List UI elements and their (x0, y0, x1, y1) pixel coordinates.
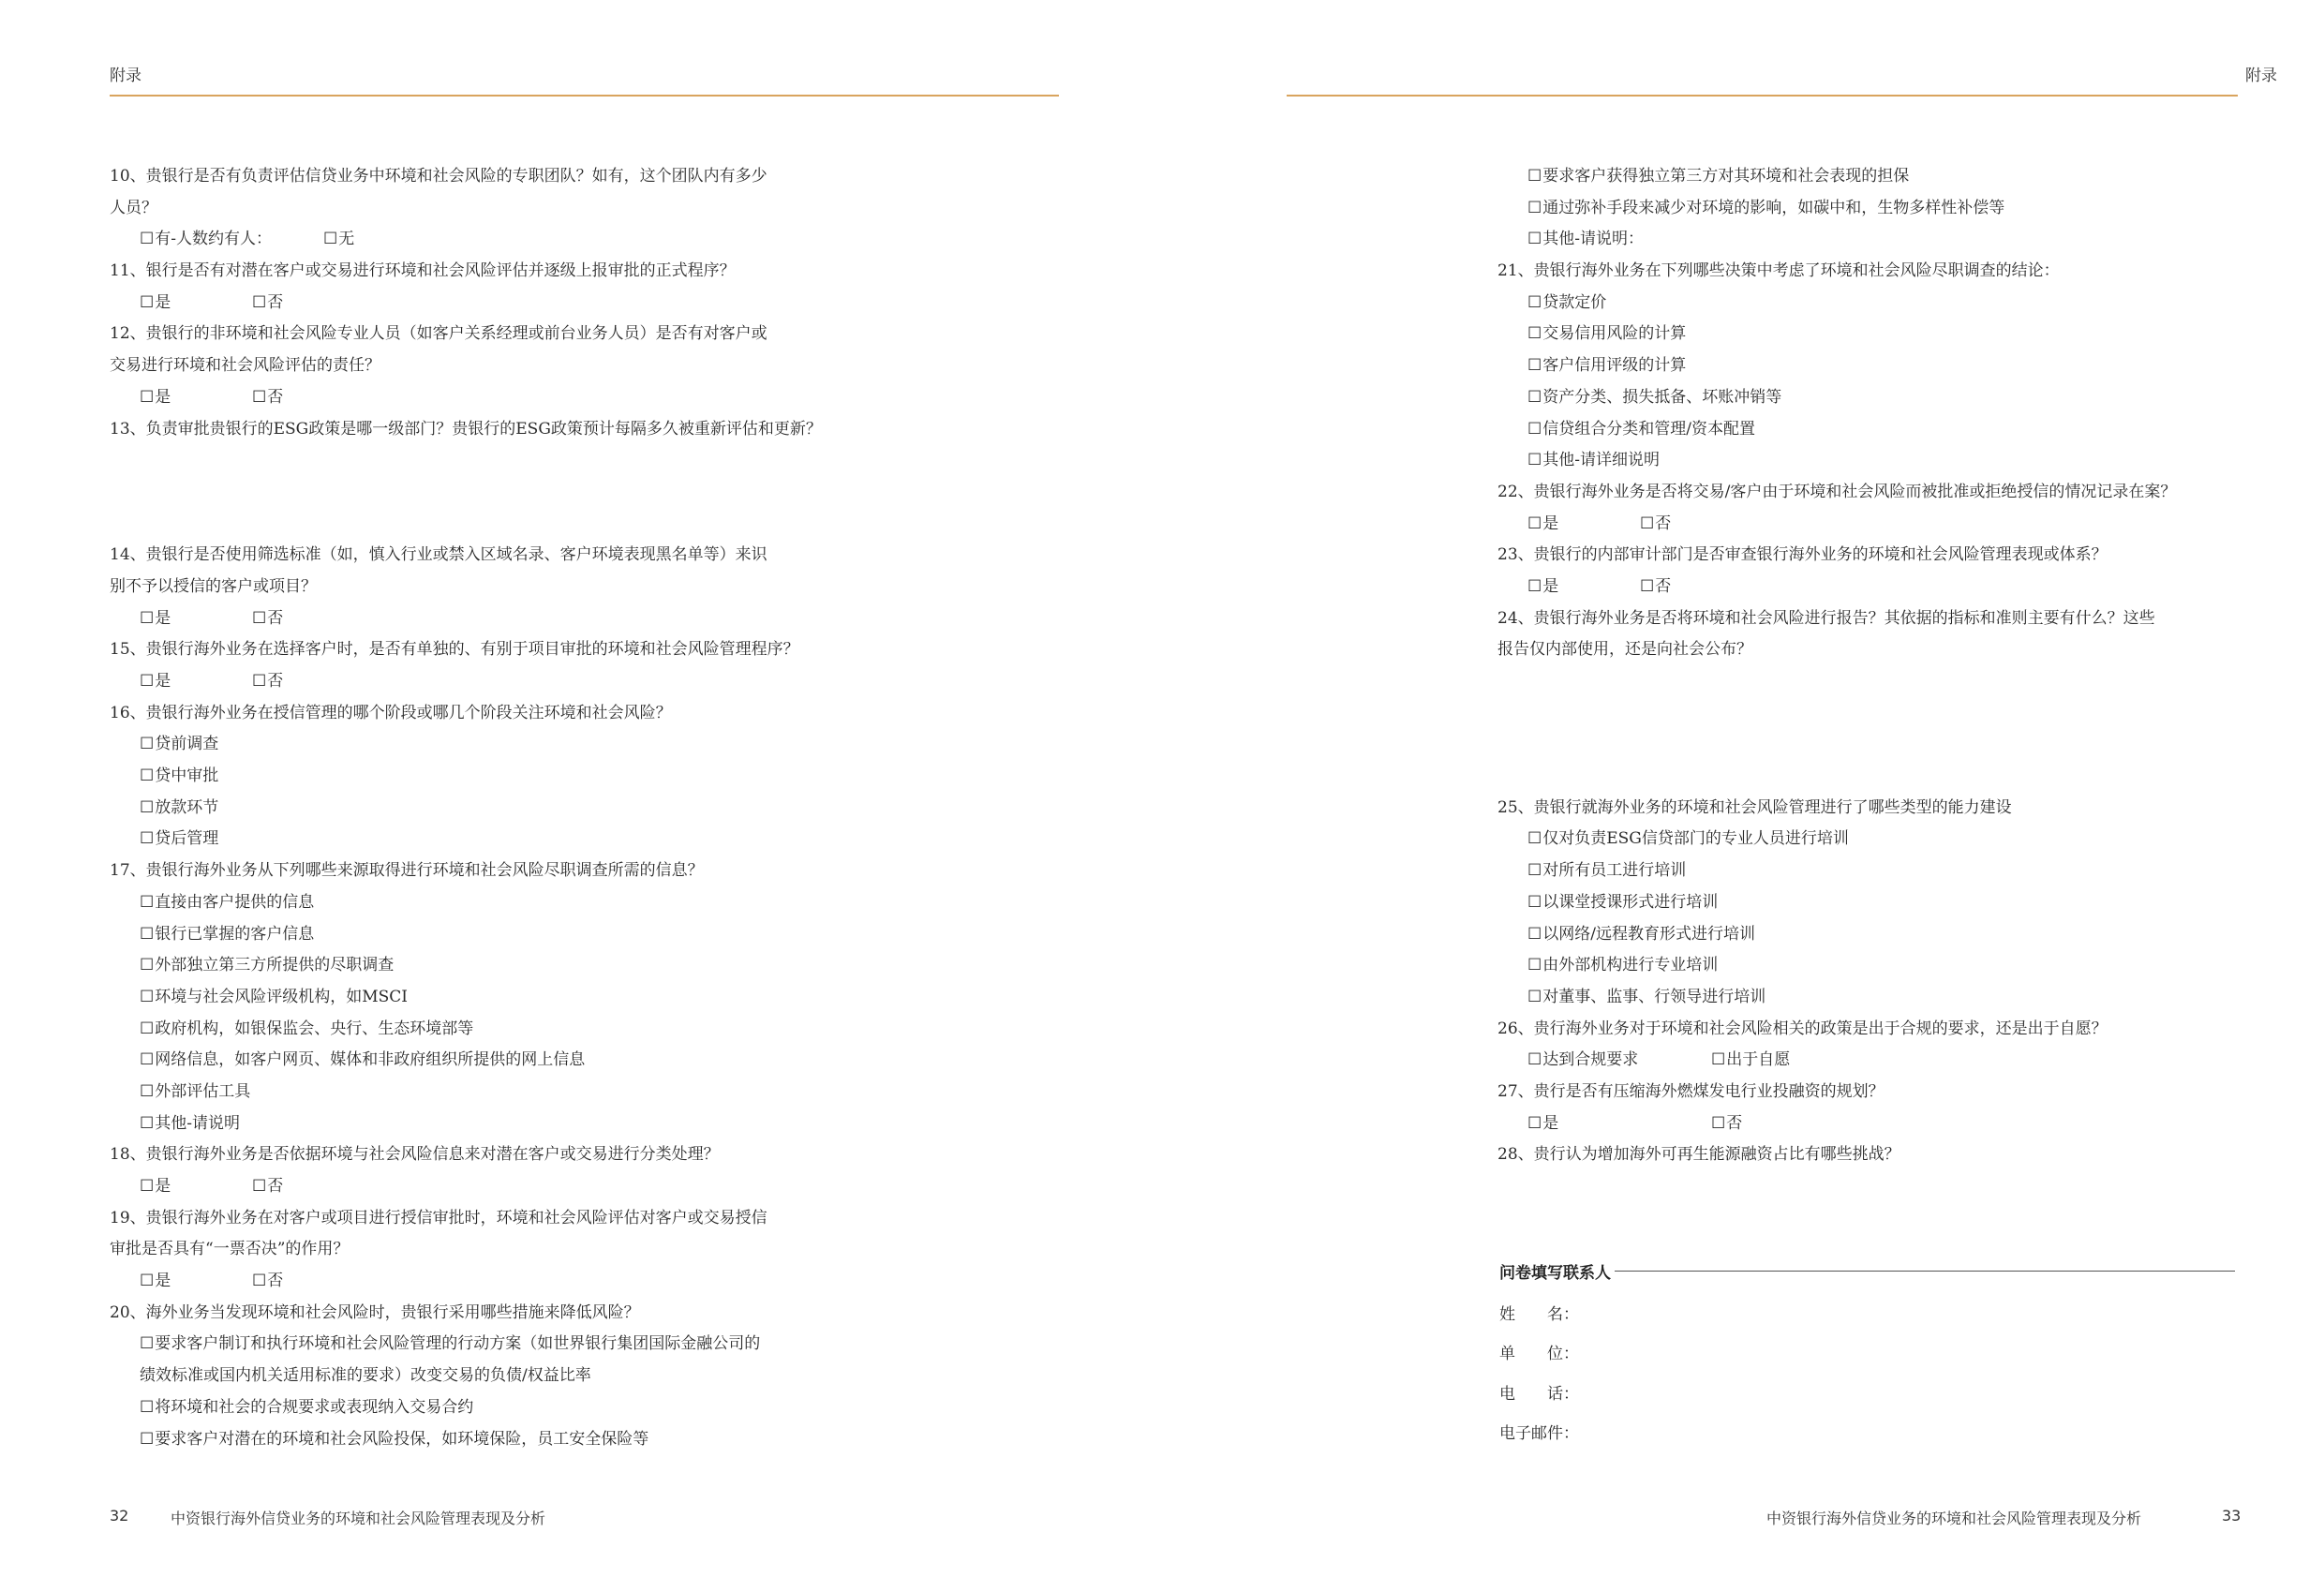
q22-option-yes[interactable]: ☐是 (1527, 513, 1559, 533)
contact-name-field[interactable]: 姓 名： (1499, 1305, 1579, 1324)
q25-option[interactable]: ☐仅对负责ESG信贷部门的专业人员进行培训 (1527, 829, 1849, 849)
q16-option[interactable]: ☐贷后管理 (140, 829, 219, 849)
q15-option-no[interactable]: ☐否 (252, 672, 284, 691)
q20-option[interactable]: ☐要求客户获得独立第三方对其环境和社会表现的担保 (1527, 167, 1910, 186)
q15-text: 15、贵银行海外业务在选择客户时，是否有单独的、有别于项目审批的环境和社会风险管理程序？ (110, 640, 799, 660)
q18-option-no[interactable]: ☐否 (252, 1177, 284, 1196)
checkbox-icon: ☐ (140, 672, 155, 691)
checkbox-icon: ☐ (140, 892, 155, 912)
q24-text-1: 24、贵银行海外业务是否将环境和社会风险进行报告？其依据的指标和准则主要有什么？这些 (1497, 608, 2155, 628)
checkbox-icon: ☐ (140, 924, 155, 944)
q23-option-no[interactable]: ☐否 (1640, 576, 1672, 596)
q26-options (1497, 1045, 2176, 1077)
q12-text-2: 交易进行环境和社会风险评估的责任？ (110, 356, 380, 376)
checkbox-icon: ☐ (1527, 513, 1542, 533)
q27-option-no[interactable]: ☐否 (1711, 1113, 1743, 1133)
checkbox-icon: ☐ (140, 292, 155, 312)
q22-options (1497, 509, 2176, 541)
q17-option[interactable]: ☐网络信息，如客户网页、媒体和非政府组织所提供的网上信息 (140, 1050, 586, 1070)
q11-options (110, 288, 822, 320)
q28-text: 28、贵行认为增加海外可再生能源融资占比有哪些挑战？ (1497, 1145, 1900, 1165)
q18-options (110, 1171, 822, 1203)
checkbox-icon: ☐ (323, 230, 338, 249)
header-rule-right (1287, 95, 2238, 97)
q21-option[interactable]: ☐资产分类、损失抵备、坏账冲销等 (1527, 387, 1782, 407)
q16-text: 16、贵银行海外业务在授信管理的哪个阶段或哪几个阶段关注环境和社会风险？ (110, 703, 672, 722)
checkbox-icon: ☐ (1527, 987, 1542, 1006)
q16-option[interactable]: ☐贷前调查 (140, 735, 219, 754)
q22-text: 22、贵银行海外业务是否将交易/客户由于环境和社会风险而被批准或拒绝授信的情况记录在案？ (1497, 482, 2177, 501)
checkbox-icon: ☐ (140, 1050, 155, 1070)
checkbox-icon: ☐ (140, 608, 155, 628)
q25-option[interactable]: ☐对董事、监事、行领导进行培训 (1527, 987, 1766, 1006)
q20-option-continued: 绩效标准或国内机关适用标准的要求）改变交易的负债/权益比率 (140, 1366, 591, 1386)
checkbox-icon: ☐ (140, 829, 155, 849)
checkbox-icon: ☐ (252, 672, 267, 691)
checkbox-icon: ☐ (1527, 356, 1542, 376)
q18-text: 18、贵银行海外业务是否依据环境与社会风险信息来对潜在客户或交易进行分类处理？ (110, 1145, 720, 1165)
q17-option[interactable]: ☐环境与社会风险评级机构，如MSCI (140, 987, 409, 1006)
q14-text-1: 14、贵银行是否使用筛选标准（如，慎入行业或禁入区域名录、客户环境表现黑名单等）来识 (110, 545, 767, 565)
right-page (1162, 0, 2324, 1577)
q27-option-yes[interactable]: ☐是 (1527, 1113, 1559, 1133)
q21-option[interactable]: ☐客户信用评级的计算 (1527, 356, 1687, 376)
q21-text: 21、贵银行海外业务在下列哪些决策中考虑了环境和社会风险尽职调查的结论： (1497, 261, 2060, 281)
q19-text-2: 审批是否具有“一票否决”的作用？ (110, 1240, 350, 1259)
page-number-left: 32 (110, 1507, 129, 1525)
checkbox-icon: ☐ (140, 987, 155, 1006)
checkbox-icon: ☐ (252, 1177, 267, 1196)
checkbox-icon: ☐ (1527, 861, 1542, 881)
checkbox-icon: ☐ (140, 1019, 155, 1038)
q19-option-no[interactable]: ☐否 (252, 1272, 284, 1291)
checkbox-icon: ☐ (140, 1429, 155, 1449)
checkbox-icon: ☐ (140, 735, 155, 754)
footer-title-right: 中资银行海外信贷业务的环境和社会风险管理表现及分析 (1766, 1510, 2142, 1527)
q21-option[interactable]: ☐信贷组合分类和管理/资本配置 (1527, 419, 1755, 439)
q17-option[interactable]: ☐其他-请说明 (140, 1113, 240, 1133)
header-rule-left (110, 95, 1059, 97)
checkbox-icon: ☐ (140, 1334, 155, 1354)
q10-options (110, 224, 822, 256)
q14-option-no[interactable]: ☐否 (252, 608, 284, 628)
q20-option[interactable]: ☐要求客户制订和执行环境和社会风险管理的行动方案（如世界银行集团国际金融公司的 (140, 1334, 761, 1354)
header-appendix-left: 附录 (110, 67, 142, 85)
q24-text-2: 报告仅内部使用，还是向社会公布？ (1497, 640, 1752, 660)
contact-phone-field[interactable]: 电 话： (1499, 1385, 1579, 1404)
checkbox-icon: ☐ (252, 608, 267, 628)
checkbox-icon: ☐ (1527, 892, 1542, 912)
checkbox-icon: ☐ (1527, 419, 1542, 439)
q23-text: 23、贵银行的内部审计部门是否审查银行海外业务的环境和社会风险管理表现或体系？ (1497, 545, 2108, 565)
q20-option[interactable]: ☐其他-请说明： (1527, 230, 1644, 249)
q25-option[interactable]: ☐由外部机构进行专业培训 (1527, 956, 1719, 975)
checkbox-icon: ☐ (1527, 292, 1542, 312)
checkbox-icon: ☐ (140, 766, 155, 786)
q10-text-2: 人员？ (110, 198, 157, 217)
q26-option-voluntary[interactable]: ☐出于自愿 (1711, 1050, 1791, 1070)
q21-option[interactable]: ☐交易信用风险的计算 (1527, 324, 1687, 344)
checkbox-icon: ☐ (140, 230, 155, 249)
q11-option-no[interactable]: ☐否 (252, 292, 284, 312)
q25-option[interactable]: ☐以网络/远程教育形式进行培训 (1527, 924, 1755, 944)
q19-options (110, 1266, 822, 1298)
checkbox-icon: ☐ (1527, 829, 1542, 849)
q19-text-1: 19、贵银行海外业务在对客户或项目进行授信审批时，环境和社会风险评估对客户或交易授信 (110, 1208, 767, 1227)
q17-option[interactable]: ☐外部评估工具 (140, 1081, 251, 1101)
checkbox-icon: ☐ (140, 797, 155, 817)
q17-option[interactable]: ☐银行已掌握的客户信息 (140, 924, 315, 944)
page-number-right: 33 (2222, 1507, 2242, 1525)
q16-option[interactable]: ☐放款环节 (140, 797, 219, 817)
checkbox-icon: ☐ (252, 292, 267, 312)
q18-option-yes[interactable]: ☐是 (140, 1177, 171, 1196)
q11-text: 11、银行是否有对潜在客户或交易进行环境和社会风险评估并逐级上报审批的正式程序？ (110, 261, 736, 281)
q25-text: 25、贵银行就海外业务的环境和社会风险管理进行了哪些类型的能力建设 (1497, 797, 2012, 817)
checkbox-icon: ☐ (1527, 230, 1542, 249)
checkbox-icon: ☐ (1711, 1050, 1726, 1070)
q12-text-1: 12、贵银行的非环境和社会风险专业人员（如客户关系经理或前台业务人员）是否有对客户或 (110, 324, 767, 344)
q15-options (110, 666, 822, 698)
checkbox-icon: ☐ (140, 1113, 155, 1133)
q17-option[interactable]: ☐外部独立第三方所提供的尽职调查 (140, 956, 395, 975)
q17-option[interactable]: ☐政府机构，如银保监会、央行、生态环境部等 (140, 1019, 474, 1038)
q25-option[interactable]: ☐以课堂授课形式进行培训 (1527, 892, 1719, 912)
q21-option[interactable]: ☐贷款定价 (1527, 292, 1607, 312)
q14-option-yes[interactable]: ☐是 (140, 608, 171, 628)
q13-text: 13、负责审批贵银行的ESG政策是哪一级部门？贵银行的ESG政策预计每隔多久被重新评估和更新？ (110, 419, 822, 439)
checkbox-icon: ☐ (1527, 167, 1542, 186)
checkbox-icon: ☐ (140, 1272, 155, 1291)
checkbox-icon: ☐ (140, 1397, 155, 1417)
q17-text: 17、贵银行海外业务从下列哪些来源取得进行环境和社会风险尽职调查所需的信息？ (110, 861, 704, 881)
checkbox-icon: ☐ (140, 956, 155, 975)
q12-option-no[interactable]: ☐否 (252, 387, 284, 407)
right-questions (1497, 161, 2176, 1171)
q12-options (110, 382, 822, 414)
header-appendix-right: 附录 (2245, 67, 2277, 85)
q12-option-yes[interactable]: ☐是 (140, 387, 171, 407)
q14-text-2: 别不予以授信的客户或项目？ (110, 576, 317, 596)
checkbox-icon: ☐ (1527, 924, 1542, 944)
q26-option-compliance[interactable]: ☐达到合规要求 (1527, 1050, 1639, 1070)
checkbox-icon: ☐ (1640, 513, 1655, 533)
q21-option[interactable]: ☐其他-请详细说明 (1527, 451, 1660, 470)
q14-options (110, 603, 822, 635)
q27-options (1497, 1108, 2176, 1140)
left-questions (110, 161, 822, 1455)
checkbox-icon: ☐ (1711, 1113, 1726, 1133)
q20-option[interactable]: ☐通过弥补手段来减少对环境的影响，如碳中和，生物多样性补偿等 (1527, 198, 2005, 217)
q27-text: 27、贵行是否有压缩海外燃煤发电行业投融资的规划？ (1497, 1081, 1885, 1101)
checkbox-icon: ☐ (252, 387, 267, 407)
q26-text: 26、贵行海外业务对于环境和社会风险相关的政策是出于合规的要求，还是出于自愿？ (1497, 1019, 2108, 1038)
footer-title-left: 中资银行海外信贷业务的环境和社会风险管理表现及分析 (171, 1510, 546, 1527)
q20-option[interactable]: ☐将环境和社会的合规要求或表现纳入交易合约 (140, 1397, 474, 1417)
q20-option[interactable]: ☐要求客户对潜在的环境和社会风险投保，如环境保险，员工安全保险等 (140, 1429, 649, 1449)
q22-option-no[interactable]: ☐否 (1640, 513, 1672, 533)
q19-option-yes[interactable]: ☐是 (140, 1272, 171, 1291)
checkbox-icon: ☐ (1527, 1050, 1542, 1070)
contact-section-title: 问卷填写联系人 (1499, 1259, 2235, 1283)
checkbox-icon: ☐ (1527, 387, 1542, 407)
q11-option-yes[interactable]: ☐是 (140, 292, 171, 312)
checkbox-icon: ☐ (1527, 576, 1542, 596)
checkbox-icon: ☐ (140, 387, 155, 407)
checkbox-icon: ☐ (140, 1081, 155, 1101)
contact-title-rule (1615, 1271, 2235, 1272)
checkbox-icon: ☐ (1527, 1113, 1542, 1133)
q10-option-yes[interactable]: ☐有-人数约有人： (140, 230, 272, 249)
checkbox-icon: ☐ (1527, 451, 1542, 470)
q10-text-1: 10、贵银行是否有负责评估信贷业务中环境和社会风险的专职团队？如有，这个团队内有多少 (110, 167, 767, 186)
q23-options (1497, 572, 2176, 603)
checkbox-icon: ☐ (252, 1272, 267, 1291)
q15-option-yes[interactable]: ☐是 (140, 672, 171, 691)
checkbox-icon: ☐ (140, 1177, 155, 1196)
q16-option[interactable]: ☐贷中审批 (140, 766, 219, 786)
checkbox-icon: ☐ (1527, 198, 1542, 217)
q10-option-no[interactable]: ☐无 (323, 230, 355, 249)
checkbox-icon: ☐ (1527, 956, 1542, 975)
q20-text: 20、海外业务当发现环境和社会风险时，贵银行采用哪些措施来降低风险？ (110, 1302, 640, 1322)
contact-org-field[interactable]: 单 位： (1499, 1345, 1579, 1363)
q23-option-yes[interactable]: ☐是 (1527, 576, 1559, 596)
checkbox-icon: ☐ (1527, 324, 1542, 344)
q17-option[interactable]: ☐直接由客户提供的信息 (140, 892, 315, 912)
checkbox-icon: ☐ (1640, 576, 1655, 596)
q25-option[interactable]: ☐对所有员工进行培训 (1527, 861, 1687, 881)
contact-email-field[interactable]: 电子邮件： (1499, 1424, 1579, 1443)
